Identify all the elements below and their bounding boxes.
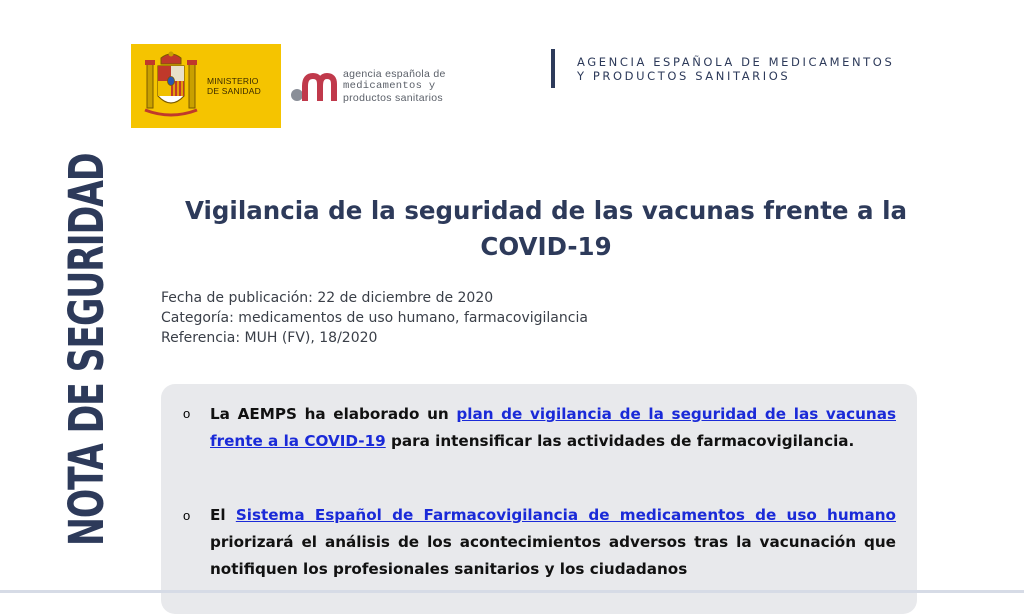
key-point-1-text-post: para intensificar las actividades de farmacovigilancia. xyxy=(385,432,855,450)
publication-reference: Referencia: MUH (FV), 18/2020 xyxy=(161,330,378,346)
header-divider-bar xyxy=(551,49,555,88)
agency-header-line-1: AGENCIA ESPAÑOLA DE MEDICAMENTOS xyxy=(577,55,895,69)
bullet-marker: o xyxy=(183,508,191,523)
agency-header-name xyxy=(577,55,894,83)
publication-date: Fecha de publicación: 22 de diciembre de 2020 xyxy=(161,290,494,306)
publication-category: Categoría: medicamentos de uso humano, farmacovigilancia xyxy=(161,310,588,326)
agency-logo-line-1: agencia española de xyxy=(343,68,446,80)
key-point-1 xyxy=(210,401,896,455)
agency-logo-line-2: medicamentos y xyxy=(343,80,436,92)
key-points-panel xyxy=(161,384,917,614)
agency-logo-line-3: productos sanitarios xyxy=(343,92,443,104)
vaccine-surveillance-plan-link[interactable]: plan de vigilancia de la seguridad de las vacunas frente a la COVID-19 xyxy=(210,405,896,450)
ministry-name xyxy=(207,76,261,96)
key-point-2 xyxy=(210,502,896,583)
key-point-1-text-pre: La AEMPS ha elaborado un xyxy=(210,405,457,423)
bullet-marker: o xyxy=(183,406,191,421)
government-logo xyxy=(131,44,489,128)
coat-of-arms-icon xyxy=(143,50,199,122)
aemps-logo-icon xyxy=(289,68,337,104)
agency-header-line-2: Y PRODUCTOS SANITARIOS xyxy=(577,69,791,83)
title-line-2: COVID-19 xyxy=(480,232,612,261)
ministry-line-1: MINISTERIO xyxy=(207,76,259,86)
publication-metadata xyxy=(161,288,588,348)
key-point-2-text-pre: El xyxy=(210,506,236,524)
ministry-line-2: DE SANIDAD xyxy=(207,86,261,96)
side-title-nota-de-seguridad: NOTA DE SEGURIDAD xyxy=(59,153,115,547)
agency-logo-block xyxy=(281,44,489,128)
pharmacovigilance-system-link[interactable]: Sistema Español de Farmacovigilancia de medicamentos de uso humano xyxy=(235,506,896,524)
title-line-1: Vigilancia de la seguridad de las vacunas frente a la xyxy=(184,196,908,225)
agency-logo-text xyxy=(343,68,446,104)
page-title xyxy=(160,193,932,265)
ministry-logo-block xyxy=(131,44,281,128)
key-point-2-text-post: priorizará el análisis de los acontecimientos adversos tras la vacunación que notifiquen los profesionales sanitarios y los ciudadanos xyxy=(210,533,896,578)
